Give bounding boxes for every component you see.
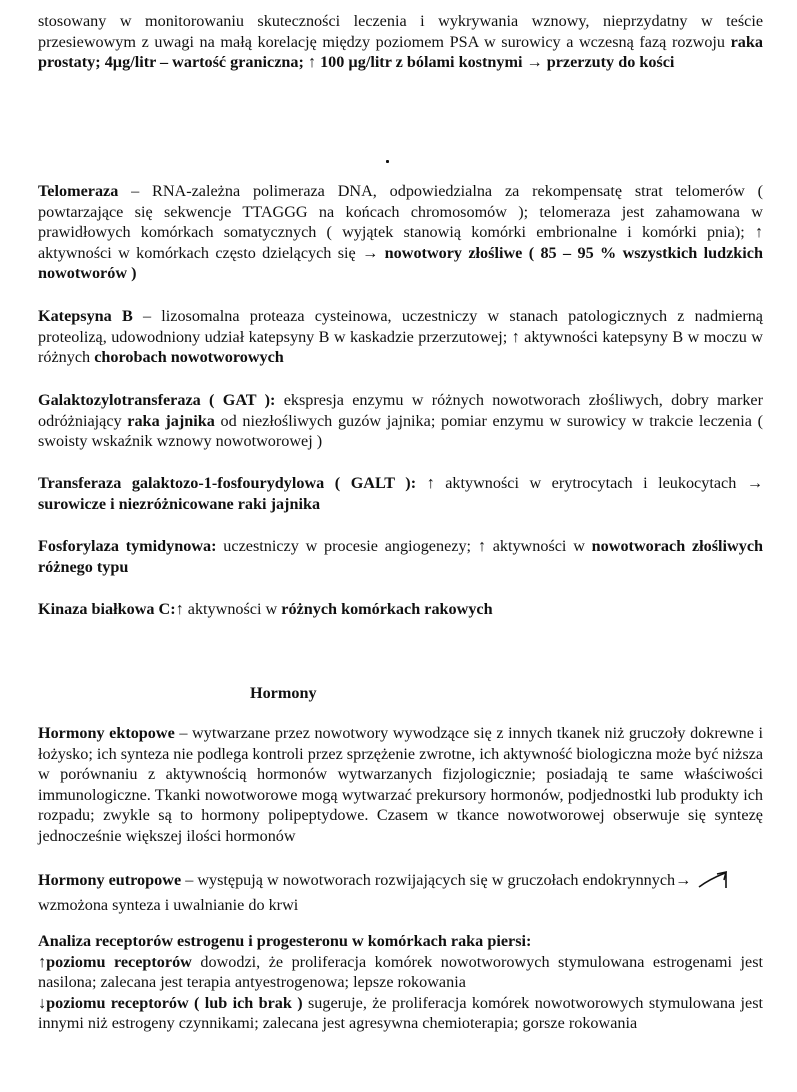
psa-bold: raka prostaty; 4µg/litr – wartość graniczna; ↑ 100 µg/litr z bólami kostnymi → przerzuty do kości: [38, 32, 763, 71]
receptory-heading: Analiza receptorów estrogenu i progesteronu w komórkach raka piersi:: [38, 932, 532, 950]
galt-bold: → surowicze i niezróżnicowane raki jajnika: [38, 474, 764, 513]
gat-text-2: od niezłośliwych guzów jajnika; pomiar enzymu w surowicy w trakcie leczenia ( swoisty wskaźnik wznowy nowotworowej ): [38, 411, 763, 450]
telomeraza-term: Telomeraza: [38, 182, 119, 200]
ektopowe-term: Hormony ektopowe: [38, 724, 175, 742]
galt-paragraph: [38, 473, 763, 514]
stray-dot: [386, 160, 389, 163]
katepsyna-text: – lizosomalna proteaza cysteinowa, uczestniczy w stanach patologicznych z nadmierną proteolizą, udowodniony udział katepsyny B w kaskadzie przerzutowej; ↑ aktywności katepsyny B w moczu w różnych: [38, 307, 763, 366]
fosforylaza-bold: nowotworach złośliwych różnego typu: [38, 537, 764, 576]
fosforylaza-paragraph: [38, 536, 763, 577]
eutropowe-paragraph: [38, 869, 763, 915]
gat-paragraph: [38, 390, 763, 452]
katepsyna-paragraph: [38, 306, 763, 368]
fosforylaza-term: Fosforylaza tymidynowa:: [38, 537, 217, 555]
kinaza-text: ↑ aktywności w: [175, 600, 282, 618]
telomeraza-text: – RNA-zależna polimeraza DNA, odpowiedzialna za rekompensatę strat telomerów ( powtarzające się sekwencje TTAGGG na końcach chromosomów ); telomeraza jest zahamowana w prawidłowych komórkach somatycznych ( wyjątek stanowią komórki embrionalne i komórki pnia); ↑ aktywności w komórkach często dzielących się →: [38, 182, 763, 262]
gat-bold: raka jajnika: [127, 411, 215, 430]
katepsyna-term: Katepsyna B: [38, 307, 133, 325]
receptory-down-term: ↓poziomu receptorów ( lub ich brak ): [38, 993, 303, 1012]
katepsyna-bold: chorobach nowotworowych: [94, 348, 284, 366]
eutropowe-continuation: wzmożona synteza i uwalnianie do krwi: [38, 895, 299, 914]
receptory-up-text: dowodzi, że proliferacja komórek nowotworowych stymulowana estrogenami jest nasilona; zalecana jest terapia antyestrogenowa; lepsze rokowania: [38, 952, 763, 991]
receptory-up-term: ↑poziomu receptorów: [38, 952, 192, 971]
psa-text: stosowany w monitorowaniu skuteczności leczenia i wykrywania wznowy, nieprzydatny w teście przesiewowym z uwagi na małą korelację między poziomem PSA w surowicy a wczesną fazą rozwoju: [38, 12, 763, 51]
receptory-down-text: sugeruje, że proliferacja komórek nowotworowych stymulowana jest innymi niż estrogeny czynnikami; zalecana jest agresywna chemioterapia; gorsze rokowania: [38, 993, 763, 1032]
kinaza-term: Kinaza białkowa C:: [38, 600, 176, 618]
kinaza-paragraph: [38, 599, 763, 620]
section-heading-hormony: Hormony: [250, 684, 317, 702]
eutropowe-text: – występują w nowotworach rozwijających się w gruczołach endokrynnych→: [181, 871, 692, 889]
kinaza-bold: różnych komórkach rakowych: [281, 600, 493, 618]
ektopowe-text: – wytwarzane przez nowotwory wywodzące się z innych tkanek niż gruczoły dokrewne i łożysko; ich synteza nie podlega kontroli przez sprzężenie zwrotne, ich aktywność biologiczna może być niższa w porównaniu z aktywnością hormonów wytwarzanych fizjologicznie; posiadają te same właściwości immunologiczne. Tkanki nowotworowe mogą wytwarzać prekursory hormonów, podjednostki lub produkty ich rozpadu; zwykle są to hormony polipeptydowe. Czasem w tkance nowotworowej obserwuje się syntezę jednocześnie większej ilości hormonów: [38, 724, 764, 845]
gat-term: Galaktozylotransferaza ( GAT ):: [38, 391, 276, 409]
galt-text: ↑ aktywności w erytrocytach i leukocytach: [416, 474, 747, 492]
eutropowe-term: Hormony eutropowe: [38, 871, 182, 889]
telomeraza-paragraph: [38, 181, 763, 284]
fosforylaza-text: uczestniczy w procesie angiogenezy; ↑ aktywności w: [216, 537, 592, 555]
receptory-section: [38, 931, 763, 1034]
ektopowe-paragraph: [38, 723, 763, 846]
galt-term: Transferaza galaktozo-1-fosfourydylowa ( GALT ):: [38, 474, 417, 492]
telomeraza-bold: nowotwory złośliwe ( 85 – 95 % wszystkich ludzkich nowotworów ): [38, 243, 763, 282]
handwritten-up-arrow-icon: [697, 869, 731, 895]
psa-paragraph: [38, 11, 763, 73]
gat-text-1: ekspresja enzymu w różnych nowotworach złośliwych, dobry marker odróżniający: [38, 391, 763, 430]
